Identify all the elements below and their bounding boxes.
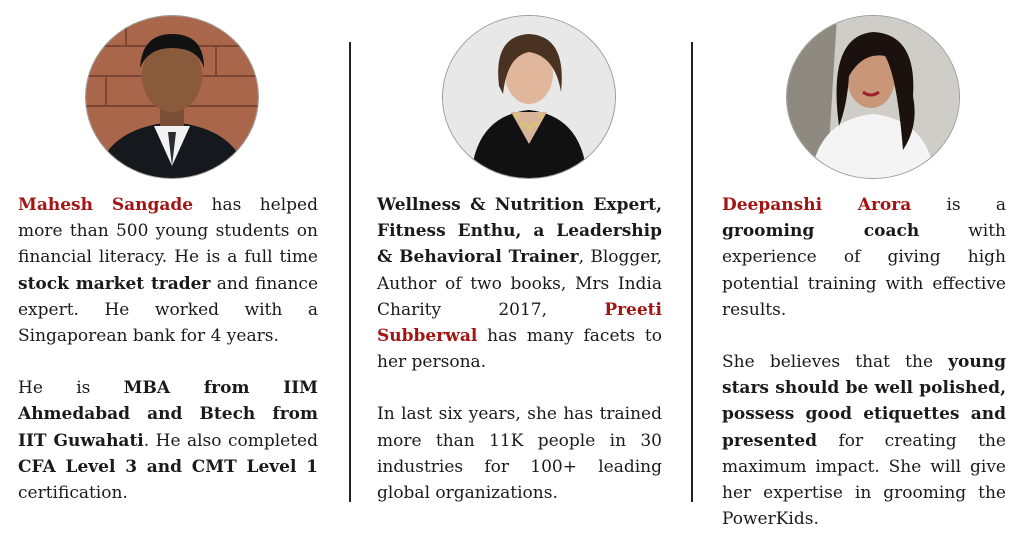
profile-name: Preeti Subberwal — [377, 299, 662, 347]
paragraph-text: is a — [911, 195, 1006, 215]
paragraph-text: for creating the maximum impact. She will give her expertise in grooming the PowerKids. — [722, 430, 1006, 530]
profile-paragraph-2 — [18, 375, 318, 506]
paragraph-text: She believes that the — [722, 352, 949, 373]
highlight-text: Wellness & Nutrition Expert, Fitness Enthu, a Leadership & Behavioral Trainer — [377, 195, 662, 268]
profile-card-preeti — [352, 0, 692, 518]
paragraph-text: He is — [18, 378, 124, 399]
paragraph-text: . He also completed — [143, 430, 318, 451]
person-photo-icon — [443, 16, 615, 178]
paragraph-text: certification. — [18, 483, 128, 504]
highlight-text: young stars should be well polished, possess good etiquettes and presented — [722, 352, 1006, 451]
profile-text — [18, 192, 318, 532]
paragraph-text: and finance expert. He worked with a Singaporean bank for 4 years. — [18, 273, 319, 347]
profile-paragraph-1 — [18, 192, 318, 349]
paragraph-text: has many facets to her persona. — [377, 326, 662, 373]
profile-paragraph-2 — [722, 349, 1006, 532]
paragraph-text: with experience of giving high potential training with effective results. — [722, 221, 1006, 320]
person-photo-icon — [86, 16, 258, 178]
paragraph-text: In last six years, she has trained more than 11K people in 30 industries for 100+ leading global organizations. — [377, 404, 662, 504]
profile-paragraph-1 — [722, 192, 1006, 323]
profile-card-mahesh — [0, 0, 340, 518]
highlight-text: CFA Level 3 and CMT Level 1 — [18, 456, 318, 477]
profile-card-deepanshi — [694, 0, 1024, 530]
paragraph-text: has helped more than 500 young students on financial literacy. He is a full time — [18, 195, 318, 268]
person-photo-icon — [787, 16, 959, 178]
column-divider — [349, 42, 351, 502]
profile-paragraph-2 — [377, 401, 662, 506]
profile-paragraph-1 — [377, 192, 662, 375]
paragraph-text: , Blogger, Author of two books, Mrs India Charity 2017, — [377, 247, 663, 320]
avatar — [786, 15, 960, 179]
column-divider — [691, 42, 693, 502]
highlight-text: grooming coach — [722, 221, 920, 242]
highlight-text: stock market trader — [18, 273, 211, 294]
highlight-text: MBA from IIM Ahmedabad and Btech from IIT Guwahati — [18, 378, 318, 451]
profile-text — [722, 192, 1006, 558]
profile-name: Deepanshi Arora — [722, 195, 912, 215]
avatar — [85, 15, 259, 179]
avatar — [442, 15, 616, 179]
profile-name: Mahesh Sangade — [18, 195, 194, 215]
profile-text — [377, 192, 662, 532]
